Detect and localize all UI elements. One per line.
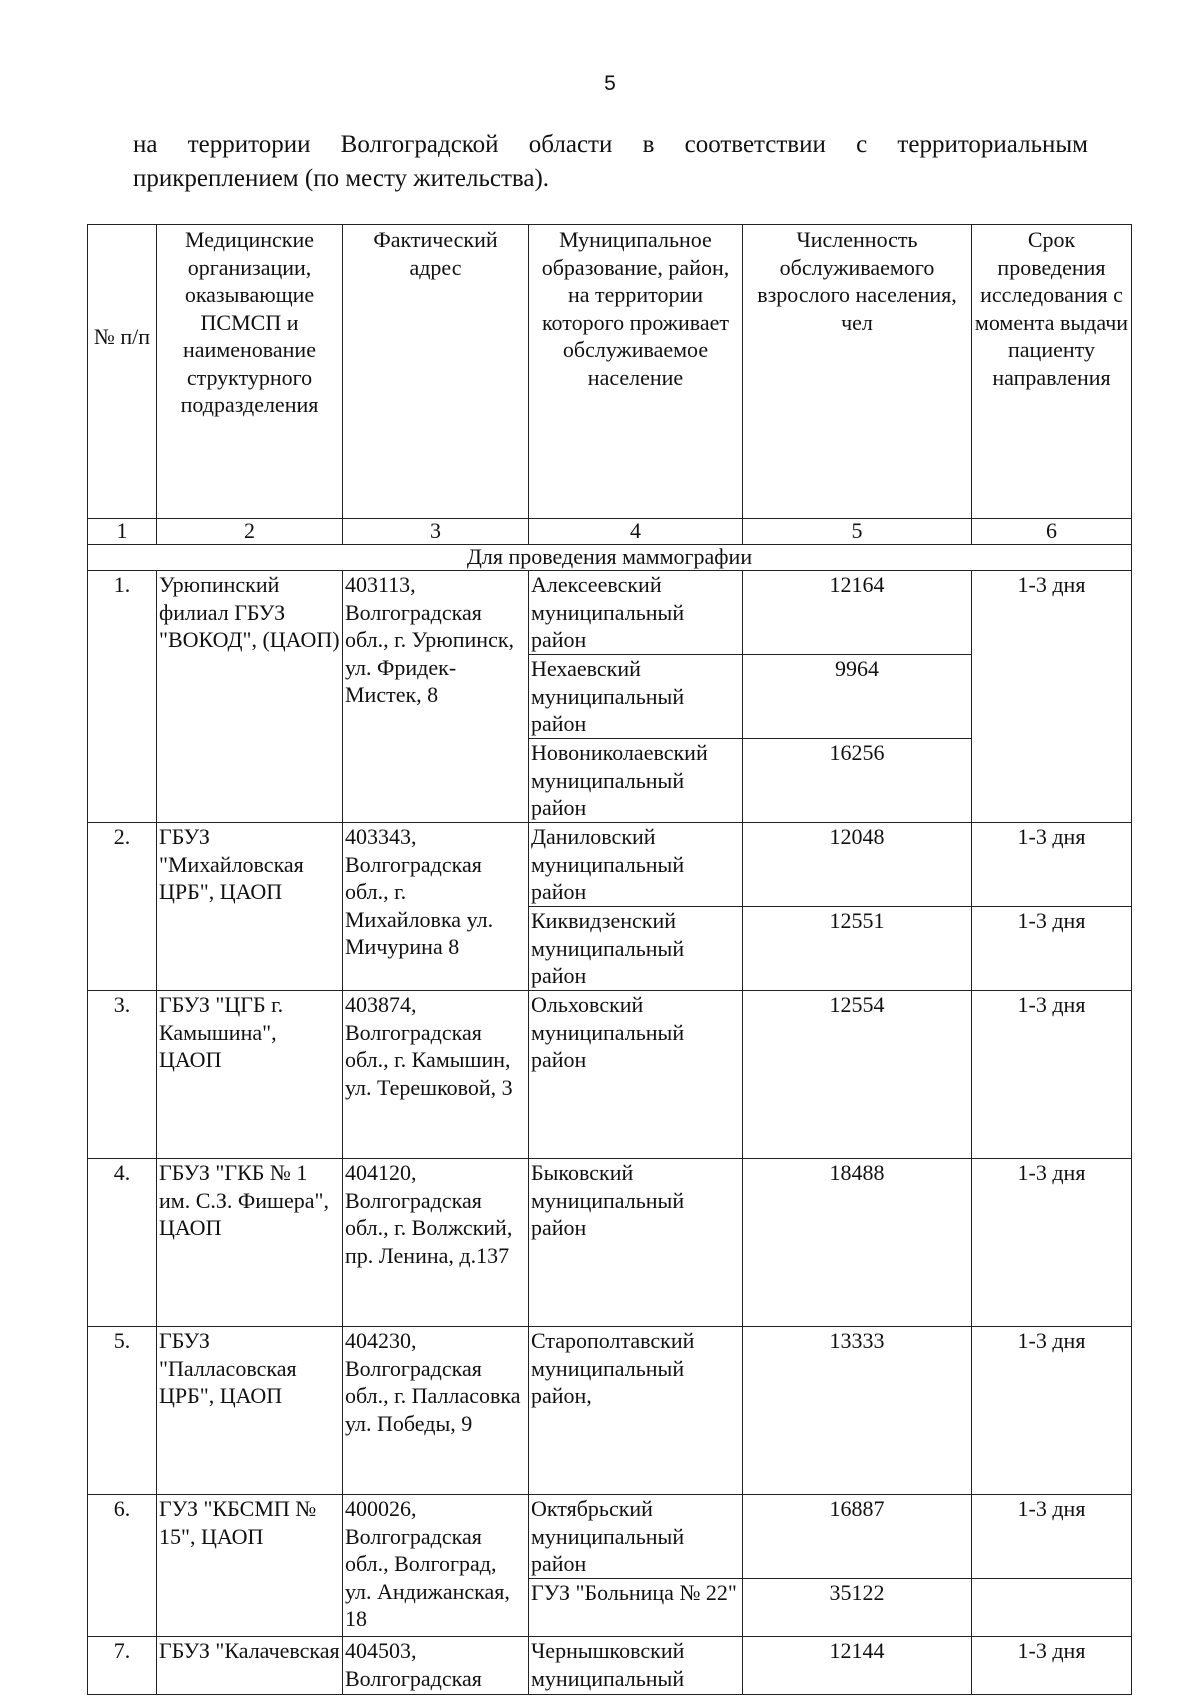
- org-name: ГБУЗ "Палласовская ЦРБ", ЦАОП: [157, 1327, 343, 1495]
- population: 9964: [743, 655, 972, 739]
- org-address: 403343, Волгоградская обл., г. Михайловка ул. Мичурина 8: [343, 823, 529, 991]
- header-cell: Численность обслуживаемого взрослого населения, чел: [743, 225, 972, 519]
- header-cell: Фактический адрес: [343, 225, 529, 519]
- district: Новониколаевский муниципальный район: [529, 739, 743, 823]
- org-address: 400026, Волгоградская обл., Волгоград, ул. Андижанская, 18: [343, 1495, 529, 1637]
- mammography-organizations-table: [87, 224, 1132, 1695]
- population: 12048: [743, 823, 972, 907]
- intro-paragraph: на территории Волгоградской области в соответствии с территориальным прикреплением (по месту жительства).: [133, 131, 1088, 192]
- row-number: 2.: [88, 823, 157, 991]
- section-title: Для проведения маммографии: [88, 545, 1132, 571]
- org-address: 404120, Волгоградская обл., г. Волжский, пр. Ленина, д.137: [343, 1159, 529, 1327]
- district: Киквидзенский муниципальный район: [529, 907, 743, 991]
- row-number: 3.: [88, 991, 157, 1159]
- district: Ольховский муниципальный район: [529, 991, 743, 1159]
- population: 12144: [743, 1637, 972, 1695]
- term: 1-3 дня: [972, 1327, 1132, 1495]
- org-address: 403113, Волгоградская обл., г. Урюпинск, ул. Фридек-Мистек, 8: [343, 571, 529, 823]
- row-number: 5.: [88, 1327, 157, 1495]
- page-number: 5: [604, 72, 616, 95]
- district: Алексеевский муниципальный район: [529, 571, 743, 655]
- column-number: 1: [88, 519, 157, 545]
- population: 16256: [743, 739, 972, 823]
- row-number: 7.: [88, 1637, 157, 1695]
- org-address: 404230, Волгоградская обл., г. Палласовка ул. Победы, 9: [343, 1327, 529, 1495]
- table-row: [88, 1327, 1132, 1495]
- table-row: [88, 571, 1132, 655]
- district: Даниловский муниципальный район: [529, 823, 743, 907]
- org-name: ГБУЗ "ЦГБ г. Камышина", ЦАОП: [157, 991, 343, 1159]
- term: 1-3 дня: [972, 991, 1132, 1159]
- population: 35122: [743, 1579, 972, 1637]
- row-number: 1.: [88, 571, 157, 823]
- district: Быковский муниципальный район: [529, 1159, 743, 1327]
- org-name: ГБУЗ "Михайловская ЦРБ", ЦАОП: [157, 823, 343, 991]
- term: 1-3 дня: [972, 823, 1132, 907]
- column-number: 4: [529, 519, 743, 545]
- term: 1-3 дня: [972, 1159, 1132, 1327]
- org-name: ГУЗ "КБСМП № 15", ЦАОП: [157, 1495, 343, 1637]
- term: 1-3 дня: [972, 1495, 1132, 1579]
- population: 12554: [743, 991, 972, 1159]
- term: 1-3 дня: [972, 907, 1132, 991]
- term: 1-3 дня: [972, 571, 1132, 823]
- header-cell: Медицинские организации, оказывающие ПСМСП и наименование структурного подразделения: [157, 225, 343, 519]
- population: 12551: [743, 907, 972, 991]
- header-cell: № п/п: [88, 225, 157, 519]
- table-row: [88, 823, 1132, 907]
- org-name: ГБУЗ "Калачевская: [157, 1637, 343, 1695]
- district: Октябрьский муниципальный район: [529, 1495, 743, 1579]
- header-cell: Срок проведения исследования с момента выдачи пациенту направления: [972, 225, 1132, 519]
- table-row: [88, 1495, 1132, 1579]
- row-number: 6.: [88, 1495, 157, 1637]
- table-header-row: [88, 225, 1132, 519]
- term: [972, 1579, 1132, 1637]
- district: Чернышковский муниципальный: [529, 1637, 743, 1695]
- term: 1-3 дня: [972, 1637, 1132, 1695]
- section-row: [88, 545, 1132, 571]
- org-address: 403874, Волгоградская обл., г. Камышин, ул. Терешковой, 3: [343, 991, 529, 1159]
- column-number: 3: [343, 519, 529, 545]
- column-number: 2: [157, 519, 343, 545]
- header-cell: Муниципальное образование, район, на территории которого проживает обслуживаемое население: [529, 225, 743, 519]
- population: 13333: [743, 1327, 972, 1495]
- column-number-row: [88, 519, 1132, 545]
- district: Нехаевский муниципальный район: [529, 655, 743, 739]
- population: 12164: [743, 571, 972, 655]
- column-number: 6: [972, 519, 1132, 545]
- table-row: [88, 991, 1132, 1159]
- org-name: ГБУЗ "ГКБ № 1 им. С.З. Фишера", ЦАОП: [157, 1159, 343, 1327]
- district: Старополтавский муниципальный район,: [529, 1327, 743, 1495]
- table-row: [88, 1159, 1132, 1327]
- org-address: 404503, Волгоградская: [343, 1637, 529, 1695]
- table-row: [88, 1637, 1132, 1695]
- district: ГУЗ "Больница № 22": [529, 1579, 743, 1637]
- row-number: 4.: [88, 1159, 157, 1327]
- population: 16887: [743, 1495, 972, 1579]
- org-name: Урюпинский филиал ГБУЗ "ВОКОД", (ЦАОП): [157, 571, 343, 823]
- population: 18488: [743, 1159, 972, 1327]
- column-number: 5: [743, 519, 972, 545]
